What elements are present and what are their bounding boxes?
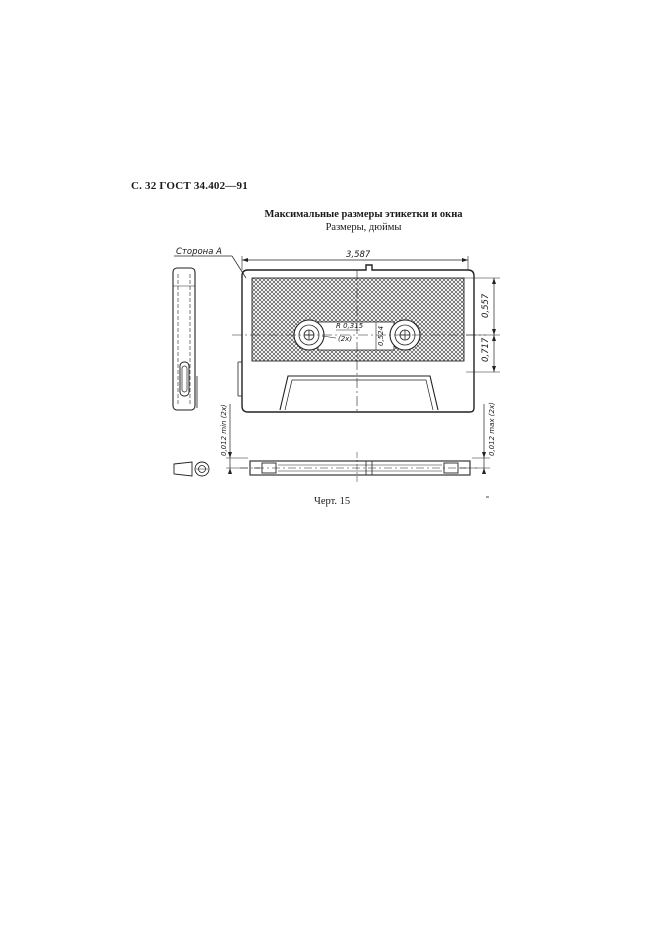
dim-radius-count: (2х) [338, 335, 353, 343]
dim-width: 3,587 [346, 250, 371, 260]
bottom-view [240, 452, 480, 484]
right-dimensions [464, 278, 500, 372]
hub-detail [174, 462, 209, 476]
figure-caption: Черт. 15 [314, 496, 351, 507]
dim-radius: R 0,315 [336, 322, 364, 330]
dim-center: 0,524 [377, 325, 385, 346]
side-label: Сторона А [176, 247, 222, 257]
page-header: С. 32 ГОСТ 34.402—91 [131, 180, 248, 192]
width-dimension [242, 250, 468, 270]
figure-title: Максимальные размеры этикетки и окна [264, 209, 463, 220]
dim-right-lower: 0,717 [481, 337, 491, 362]
front-view [232, 265, 486, 412]
side-view [173, 268, 197, 410]
dim-right-vertical: 0,012 max (2х) [488, 402, 496, 456]
dim-right-upper: 0,557 [481, 293, 491, 318]
left-vertical-dimension [220, 404, 248, 474]
dim-left-vertical: 0,012 min (2х) [220, 404, 228, 456]
right-vertical-dimension [472, 402, 496, 474]
figure-subtitle: Размеры, дюймы [325, 222, 402, 233]
